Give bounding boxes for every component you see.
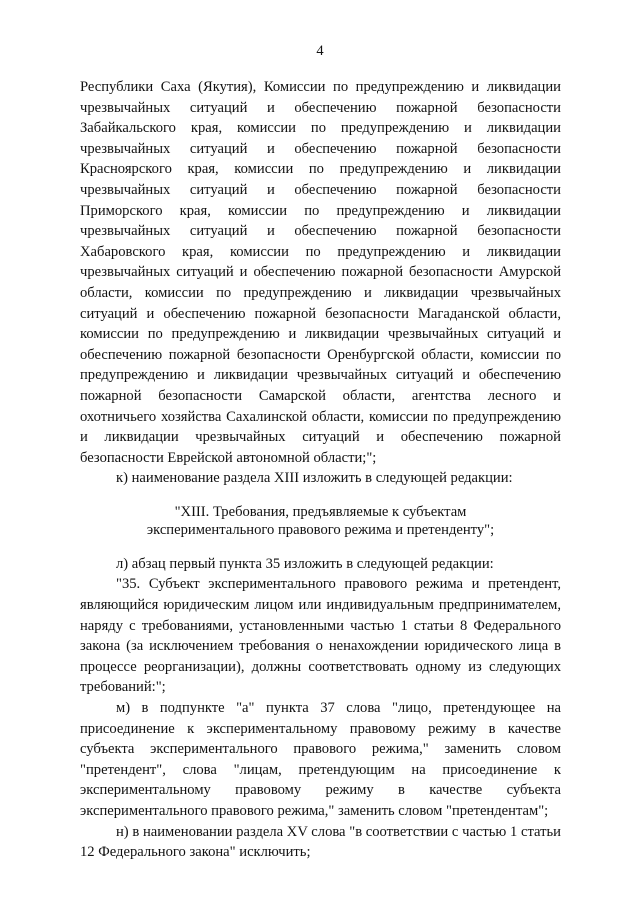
section-heading-line-1: "XIII. Требования, предъявляемые к субъектам (174, 503, 467, 520)
page-number: 4 (316, 43, 324, 59)
paragraph-continuation: Республики Саха (Якутия), Комиссии по предупреждению и ликвидации чрезвычайных ситуаций и обеспечению пожарной безопасности Забайкальского края, комиссии по предупреждению и ликвидации чрезвычайных ситуаций и обеспечению пожарной безопасности Красноярского края, комиссии по предупреждению и ликвидации чрезвычайных ситуаций и обеспечению пожарной безопасности Приморского края, комиссии по предупреждению и ликвидации чрезвычайных ситуаций и обеспечению пожарной безопасности Хабаровского края, комиссии по предупреждению и ликвидации чрезвычайных ситуаций и обеспечению пожарной безопасности Амурской области, комиссии по предупреждению и ликвидации чрезвычайных ситуаций и обеспечению пожарной безопасности Магаданской области, комиссии по предупреждению и ликвидации чрезвычайных ситуаций и обеспечению пожарной безопасности Оренбургской области, комиссии по предупреждению и ликвидации чрезвычайных ситуаций и обеспечению пожарной безопасности Самарской области, агентства лесного и охотничьего хозяйства Сахалинской области, комиссии по предупреждению и ликвидации чрезвычайных ситуаций и обеспечению пожарной безопасности Еврейской автономной области;"; (80, 79, 561, 466)
document-body (80, 77, 561, 863)
paragraph-l: л) абзац первый пункта 35 изложить в следующей редакции: (116, 555, 494, 572)
paragraph-n: н) в наименовании раздела XV слова "в соответствии с частью 1 статьи 12 Федерального закона" исключить; (80, 823, 561, 861)
paragraph-k: к) наименование раздела XIII изложить в следующей редакции: (116, 470, 513, 487)
paragraph-m: м) в подпункте "а" пункта 37 слова "лицо, претендующее на присоединение к экспериментальному правовому режиму в качестве субъекта экспериментального правового режима," заменить словом "претендент", слова "лицам, претендующим на присоединение к экспериментальному правовому режиму в качестве субъекта экспериментального правового режима," заменить словом "претендентам"; (80, 700, 561, 819)
paragraph-35: "35. Субъект экспериментального правового режима и претендент, являющийся юридическим лицом или индивидуальным предпринимателем, наряду с требованиями, установленными частью 1 статьи 8 Федерального закона (за исключением требования о ненахождении юридического лица в процессе реорганизации), должны соответствовать одному из следующих требований:"; (80, 576, 561, 696)
section-heading (80, 503, 561, 540)
section-heading-line-2: экспериментального правового режима и претенденту"; (146, 522, 495, 539)
